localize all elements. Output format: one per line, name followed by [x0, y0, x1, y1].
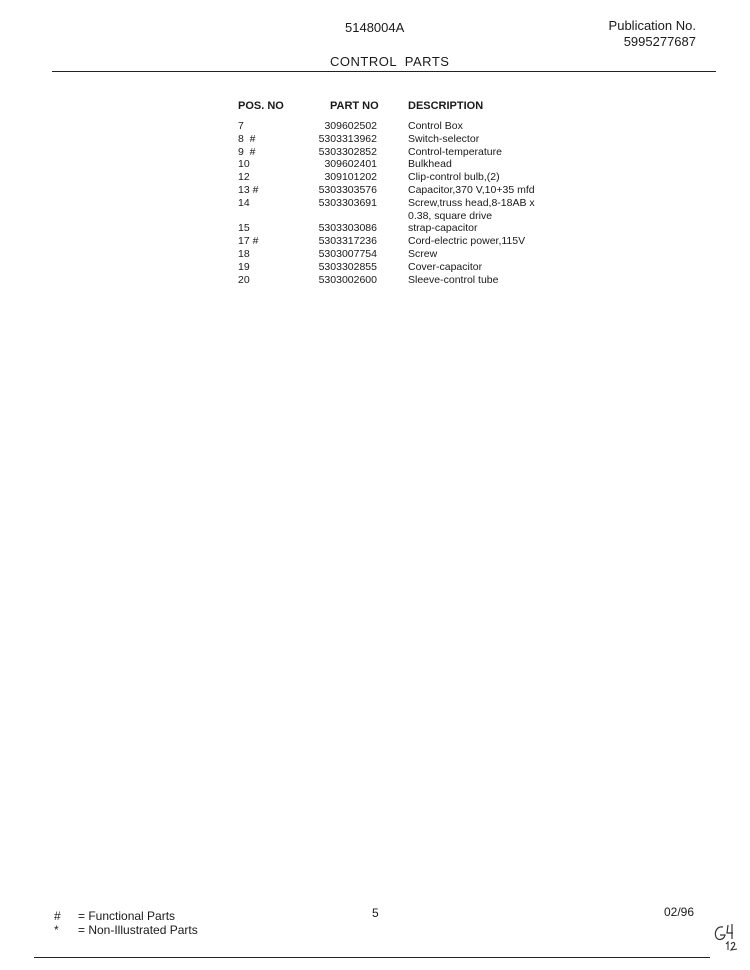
pos-cell: 13 # [238, 183, 259, 196]
table-row [0, 184, 750, 197]
legend-item [54, 923, 198, 937]
table-row [0, 120, 750, 133]
pos-cell: 14 [238, 196, 250, 209]
part-number-cell: 5303002600 [318, 273, 377, 286]
part-number-cell: 5303007754 [318, 247, 377, 260]
legend [54, 909, 198, 937]
pos-cell: 7 [238, 120, 244, 132]
pos-cell: 15 [238, 222, 250, 235]
legend-symbol: * [54, 923, 59, 937]
description-cell: Control Box [408, 120, 463, 132]
column-header-part: PART NO [330, 100, 379, 112]
legend-symbol: # [54, 909, 61, 923]
description-cell: strap-capacitor [408, 222, 478, 235]
description-cell: Cord-electric power,115V [408, 235, 526, 248]
publication-number: 5995277687 [623, 34, 696, 49]
table-row [0, 222, 750, 235]
description-cell: Screw [408, 247, 438, 260]
pos-cell: 12 [238, 171, 250, 184]
part-number-cell: 5303302852 [318, 145, 377, 158]
pos-cell: 8 # [238, 132, 256, 145]
table-row [0, 261, 750, 274]
description-cell: Cover-capacitor [408, 260, 483, 273]
part-number-cell: 309602502 [324, 120, 377, 132]
publication-label: Publication No. [608, 18, 696, 33]
page-number: 5 [372, 906, 379, 920]
part-number-cell: 5303317236 [318, 235, 377, 248]
part-number-cell: 309602401 [324, 158, 377, 171]
table-row [0, 274, 750, 287]
pos-cell: 19 [238, 260, 250, 273]
table-row [0, 171, 750, 184]
pos-cell: 17 # [238, 235, 259, 248]
table-row [0, 248, 750, 261]
legend-item [54, 909, 198, 923]
table-row [0, 235, 750, 248]
part-number-cell: 5303303086 [318, 222, 377, 235]
column-header-pos: POS. NO [238, 100, 284, 112]
legend-text: = Non-Illustrated Parts [78, 923, 198, 937]
parts-table [0, 120, 750, 286]
publication-block [609, 18, 696, 50]
header-divider [52, 71, 716, 72]
table-row [0, 197, 750, 223]
part-number-cell: 5303313962 [318, 132, 377, 145]
part-number-cell: 5303303691 [318, 196, 377, 209]
pos-cell: 18 [238, 247, 250, 260]
footer-divider [34, 957, 710, 958]
part-number-cell: 5303303576 [318, 183, 377, 196]
legend-text: = Functional Parts [78, 909, 176, 923]
description-cell: Clip-control bulb,(2) [408, 171, 500, 184]
description-cell: Switch-selector [408, 132, 480, 145]
pos-cell: 10 [238, 158, 250, 171]
description-cell: Screw,truss head,8-18AB x 0.38, square drive [408, 196, 535, 222]
pos-cell: 20 [238, 273, 250, 286]
description-cell: Control-temperature [408, 145, 502, 158]
table-row [0, 146, 750, 159]
section-title: CONTROL PARTS [330, 54, 450, 69]
pos-cell: 9 # [238, 145, 256, 158]
table-row [0, 133, 750, 146]
description-cell: Capacitor,370 V,10+35 mfd [408, 183, 535, 196]
part-number-cell: 5303302855 [318, 260, 377, 273]
table-row [0, 158, 750, 171]
part-number-cell: 309101202 [324, 171, 377, 184]
description-cell: Bulkhead [408, 158, 452, 171]
description-cell: Sleeve-control tube [408, 273, 499, 286]
revision-date: 02/96 [664, 905, 695, 919]
handwritten-initials [712, 922, 744, 952]
model-number: 5148004A [345, 20, 405, 35]
column-header-description: DESCRIPTION [408, 100, 484, 112]
